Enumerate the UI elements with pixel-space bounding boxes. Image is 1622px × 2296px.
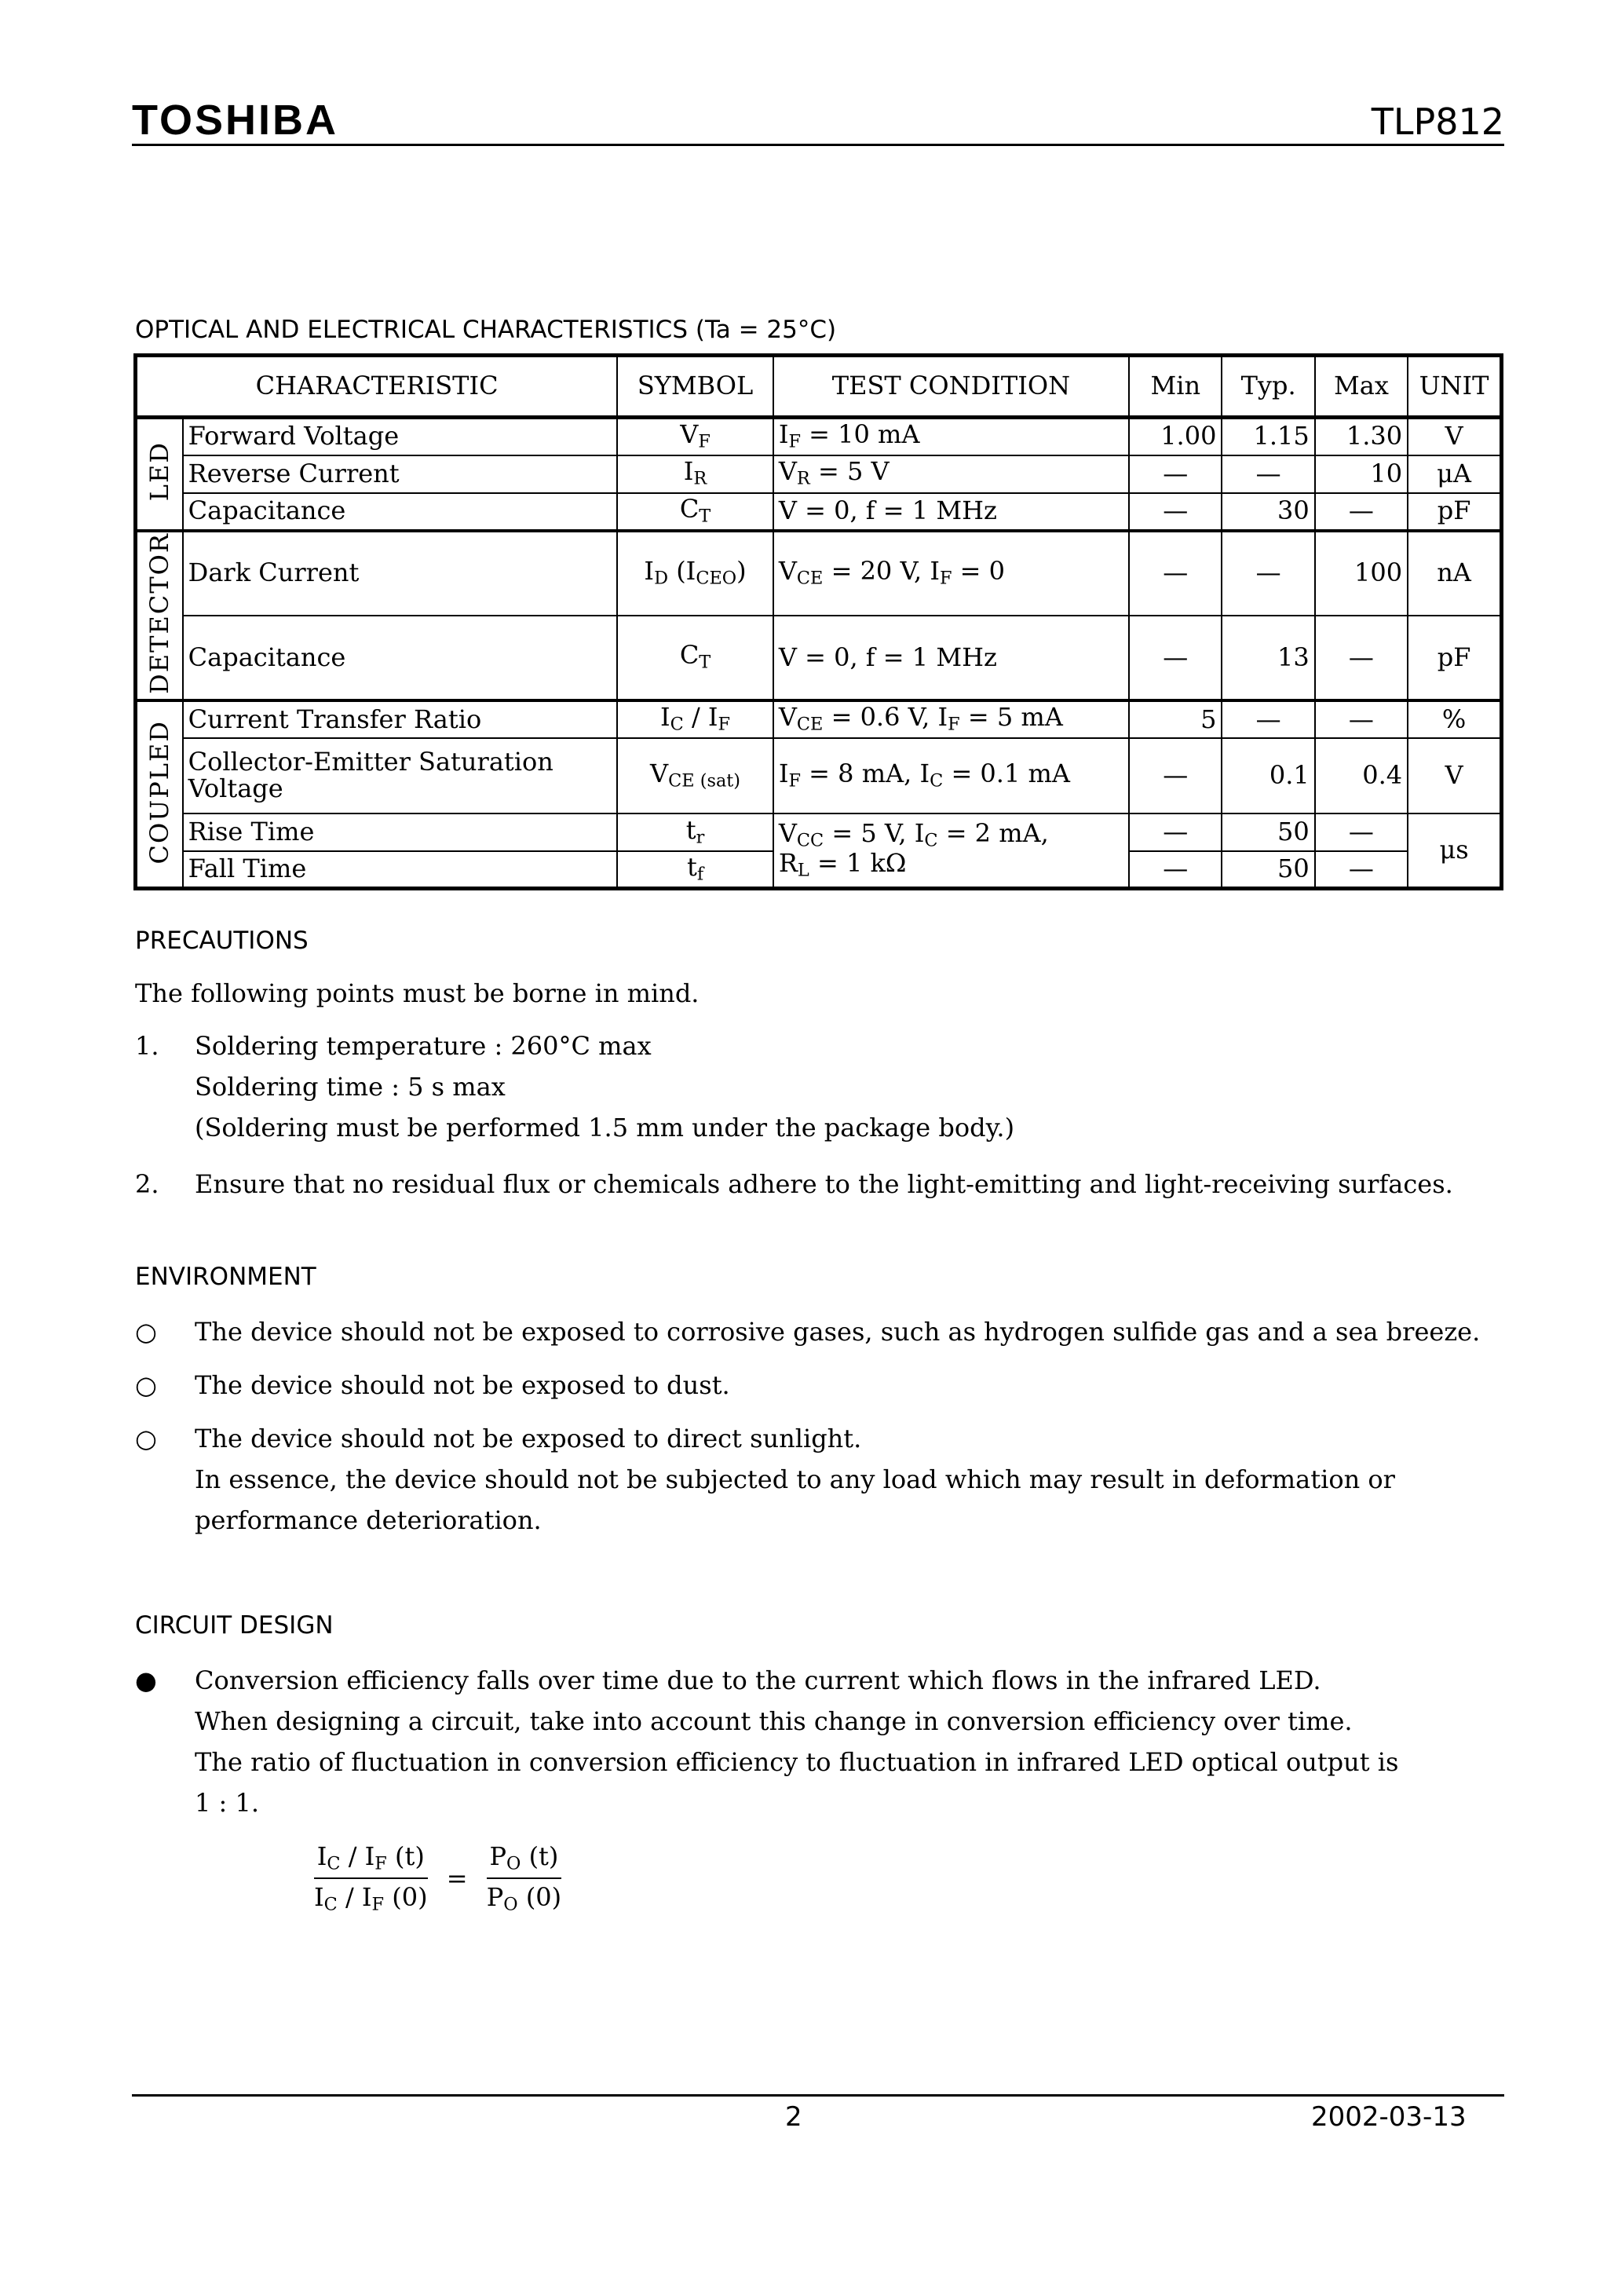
environment-line: performance deterioration. [195, 1505, 542, 1535]
col-max: Max [1315, 356, 1408, 418]
unit-cell: μA [1408, 455, 1501, 493]
min-cell: — [1129, 531, 1222, 616]
environment-line: The device should not be exposed to direct sunlight. [195, 1424, 862, 1453]
ctr-ratio-formula [314, 1841, 561, 1914]
unit-cell: pF [1408, 493, 1501, 531]
symbol-cell: $I_R$ [617, 455, 773, 493]
characteristic-name: Capacitance [183, 616, 618, 700]
typ-cell: 30 [1222, 493, 1314, 531]
table-row [136, 616, 1502, 700]
characteristic-name: Current Transfer Ratio [183, 700, 618, 738]
precaution-line: Soldering temperature : 260°C max [195, 1031, 652, 1061]
condition-cell: $V_{CE} = 20$ V, $I_F = 0$ [773, 531, 1129, 616]
precautions-intro: The following points must be borne in mind. [135, 978, 700, 1008]
precaution-line: (Soldering must be performed 1.5 mm under the package body.) [195, 1113, 1015, 1143]
table-row [136, 738, 1502, 813]
characteristic-name: Fall Time [183, 851, 618, 889]
condition-cell: V = 0, f = 1 MHz [773, 616, 1129, 700]
circuit-heading: CIRCUIT DESIGN [135, 1611, 334, 1640]
table-row [136, 418, 1502, 455]
symbol-cell: $C_T$ [617, 493, 773, 531]
footer-rule [132, 2094, 1504, 2097]
max-cell: — [1315, 851, 1408, 889]
table-row [136, 455, 1502, 493]
typ-cell: — [1222, 455, 1314, 493]
environment-line: The device should not be exposed to dust. [195, 1370, 730, 1400]
symbol-cell: $V_F$ [617, 418, 773, 455]
max-cell: 100 [1315, 531, 1408, 616]
unit-cell: V [1408, 738, 1501, 813]
unit-cell: μs [1408, 813, 1501, 889]
characteristic-name: Reverse Current [183, 455, 618, 493]
condition-cell: $V_R = 5$ V [773, 455, 1129, 493]
min-cell: — [1129, 493, 1222, 531]
min-cell: — [1129, 738, 1222, 813]
condition-cell: $I_F = 8$ mA, $I_C = 0.1$ mA [773, 738, 1129, 813]
table-header-row [136, 356, 1502, 418]
circuit-line: Conversion efficiency falls over time due to the current which flows in the infrared LED. [195, 1665, 1321, 1695]
table-title: OPTICAL AND ELECTRICAL CHARACTERISTICS (Ta = 25°C) [135, 316, 837, 344]
typ-cell: — [1222, 700, 1314, 738]
circuit-line: When designing a circuit, take into account this change in conversion efficiency over time. [195, 1706, 1353, 1736]
min-cell: 5 [1129, 700, 1222, 738]
environment-line: In essence, the device should not be subjected to any load which may result in deformation or [195, 1464, 1395, 1494]
circle-bullet-icon: ○ [135, 1424, 157, 1453]
typ-cell: — [1222, 531, 1314, 616]
min-cell: 1.00 [1129, 418, 1222, 455]
unit-cell: nA [1408, 531, 1501, 616]
group-detector: DETECTOR [136, 531, 183, 700]
environment-line: The device should not be exposed to corrosive gases, such as hydrogen sulfide gas and a sea breeze. [195, 1317, 1481, 1347]
min-cell: — [1129, 616, 1222, 700]
max-cell: 10 [1315, 455, 1408, 493]
max-cell: 1.30 [1315, 418, 1408, 455]
min-cell: — [1129, 813, 1222, 851]
symbol-cell: $I_C / I_F$ [617, 700, 773, 738]
condition-cell: $V_{CC} = 5$ V, $I_C = 2$ mA, $R_L = 1$ kΩ [773, 813, 1129, 889]
characteristic-name: Collector-Emitter Saturation Voltage [183, 738, 618, 813]
col-unit: UNIT [1408, 356, 1501, 418]
col-symbol: SYMBOL [617, 356, 773, 418]
typ-cell: 50 [1222, 813, 1314, 851]
min-cell: — [1129, 851, 1222, 889]
symbol-cell: $I_D$ $(I_{CEO})$ [617, 531, 773, 616]
condition-cell: $V_{CE} = 0.6$ V, $I_F = 5$ mA [773, 700, 1129, 738]
col-characteristic: CHARACTERISTIC [136, 356, 618, 418]
item-number: 1. [135, 1031, 159, 1061]
max-cell: — [1315, 493, 1408, 531]
typ-cell: 13 [1222, 616, 1314, 700]
unit-cell: V [1408, 418, 1501, 455]
symbol-cell: $V_{CE (sat)}$ [617, 738, 773, 813]
document-date: 2002-03-13 [1311, 2101, 1467, 2133]
page-number: 2 [785, 2101, 802, 2133]
part-number: TLP812 [1371, 101, 1504, 143]
formula-left-fraction: $\frac{I_C / I_F (t)}{I_C / I_F (0)}$ [314, 1841, 428, 1915]
max-cell: — [1315, 813, 1408, 851]
circle-bullet-icon: ○ [135, 1370, 157, 1400]
group-coupled: COUPLED [136, 700, 183, 889]
precautions-heading: PRECAUTIONS [135, 927, 309, 955]
unit-cell: % [1408, 700, 1501, 738]
max-cell: — [1315, 700, 1408, 738]
col-test-condition: TEST CONDITION [773, 356, 1129, 418]
header-rule [132, 144, 1504, 146]
symbol-cell: $t_f$ [617, 851, 773, 889]
characteristic-name: Dark Current [183, 531, 618, 616]
circuit-line: 1 : 1. [195, 1788, 260, 1818]
circuit-line: The ratio of fluctuation in conversion efficiency to fluctuation in infrared LED optical output is [195, 1747, 1399, 1777]
max-cell: 0.4 [1315, 738, 1408, 813]
precaution-line: Ensure that no residual flux or chemicals adhere to the light-emitting and light-receiving surfaces. [195, 1169, 1453, 1199]
condition-cell: $I_F = 10$ mA [773, 418, 1129, 455]
min-cell: — [1129, 455, 1222, 493]
bullet-icon: ● [135, 1665, 157, 1695]
circle-bullet-icon: ○ [135, 1317, 157, 1347]
symbol-cell: $C_T$ [617, 616, 773, 700]
table-row [136, 700, 1502, 738]
col-min: Min [1129, 356, 1222, 418]
precaution-line: Soldering time : 5 s max [195, 1072, 506, 1102]
environment-heading: ENVIRONMENT [135, 1263, 316, 1291]
typ-cell: 1.15 [1222, 418, 1314, 455]
max-cell: — [1315, 616, 1408, 700]
col-typ: Typ. [1222, 356, 1314, 418]
characteristic-name: Capacitance [183, 493, 618, 531]
typ-cell: 0.1 [1222, 738, 1314, 813]
characteristic-name: Rise Time [183, 813, 618, 851]
table-row [136, 493, 1502, 531]
equals-sign: = [446, 1863, 468, 1893]
toshiba-logo: TOSHIBA [132, 97, 339, 144]
table-row [136, 813, 1502, 851]
typ-cell: 50 [1222, 851, 1314, 889]
unit-cell: pF [1408, 616, 1501, 700]
item-number: 2. [135, 1169, 159, 1199]
group-led: LED [136, 418, 183, 531]
condition-cell: V = 0, f = 1 MHz [773, 493, 1129, 531]
characteristic-name: Forward Voltage [183, 418, 618, 455]
symbol-cell: $t_r$ [617, 813, 773, 851]
table-row [136, 531, 1502, 616]
formula-right-fraction: $\frac{P_O (t)}{P_O (0)}$ [486, 1841, 562, 1915]
characteristics-table [133, 353, 1503, 890]
